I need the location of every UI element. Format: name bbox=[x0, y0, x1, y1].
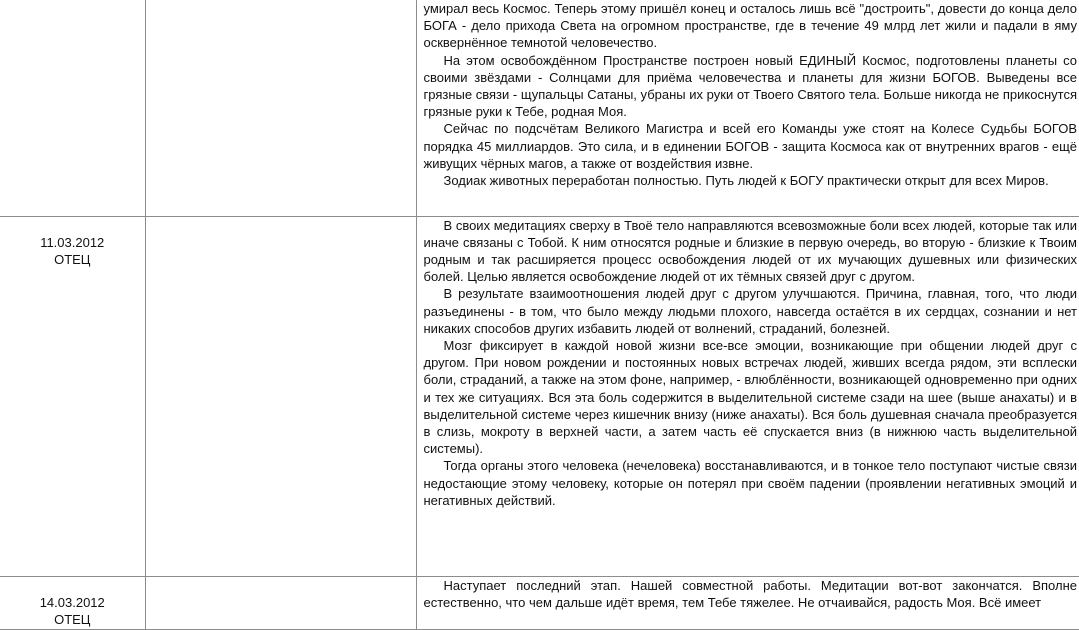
empty-cell bbox=[145, 0, 416, 216]
entry-author: ОТЕЦ bbox=[54, 251, 91, 267]
text-cell bbox=[416, 576, 1079, 629]
table-row bbox=[0, 576, 1079, 629]
text-cell bbox=[416, 216, 1079, 576]
date-cell bbox=[0, 576, 145, 629]
empty-cell bbox=[145, 576, 416, 629]
paragraph: На этом освобождённом Пространстве построен новый ЕДИНЫЙ Космос, подготовлены планеты со своими звёздами - Солнцами для приёма человечества и планеты для жизни БОГОВ. Выведены все грязные связи - щупальцы Сатаны, убраны их руки от Твоего Святого тела. Больше никогда не прикоснутся грязные руки к Тебе, родная Моя. bbox=[423, 52, 1077, 120]
paragraph: умирал весь Космос. Теперь этому пришёл конец и осталось лишь всё "достроить", довести до конца дело БОГА - дело прихода Света на огромном пространстве, где в течение 49 млрд лет жили и падали в яму осквернённое темнотой человечество. bbox=[423, 1, 1077, 51]
paragraph: В своих медитациях сверху в Твоё тело направляются всевозможные боли всех людей, которые так или иначе связаны с Тобой. К ним относятся родные и близкие в первую очередь, во вторую - близкие к Твоим родным и так расширяется процесс освобождения людей от их мучающих душевных или физических болей. Целью является освобождение людей от их тёмных связей друг с другом. bbox=[423, 217, 1077, 285]
paragraph: Сейчас по подсчётам Великого Магистра и всей его Команды уже стоят на Колесе Судьбы БОГОВ порядка 45 миллиардов. Это сила, и в единении БОГОВ - защита Космоса как от внутренних врагов - ещё живущих чёрных магов, а также от воздействия извне. bbox=[423, 121, 1077, 171]
entry-date: 11.03.2012 bbox=[40, 234, 105, 250]
paragraph: Мозг фиксирует в каждой новой жизни все-все эмоции, возникающие при общении людей друг с другом. При новом рождении и постоянных новых встречах людей, живших всегда рядом, эти всплески боли, страданий, а также на этом фоне, например, - влюблённости, возникающей одновременно при одних и тех же ситуациях. Вся эта боль содержится в выделительной системе сзади на шее (выше анахаты) и в выделительной системе через кишечник внизу (ниже анахаты). Вся боль душевная сначала преобразуется в слизь, мокроту в верхней части, а затем часть её спускается вниз (в нижнюю часть выделительной системы). bbox=[423, 337, 1077, 457]
table-row bbox=[0, 216, 1079, 576]
paragraph: Наступает последний этап. Нашей совместной работы. Медитации вот-вот закончатся. Вполне естественно, что чем дальше идёт время, тем Тебе тяжелее. Не отчаивайся, радость Моя. Всё имеет bbox=[423, 577, 1077, 610]
table-row bbox=[0, 0, 1079, 216]
empty-cell bbox=[145, 216, 416, 576]
entry-author: ОТЕЦ bbox=[54, 611, 91, 627]
date-cell bbox=[0, 0, 145, 216]
date-cell bbox=[0, 216, 145, 576]
paragraph: Тогда органы этого человека (нечеловека) восстанавливаются, и в тонкое тело поступают чистые связи недостающие этому человеку, которые он потерял при своём падении (проявлении негативных эмоций и негативных действий. bbox=[423, 458, 1077, 508]
paragraph: В результате взаимоотношения людей друг с другом улучшаются. Причина, главная, того, что люди разъединены - в том, что было между людьми плохого, навсегда остаётся в их сердцах, сознании и нет никаких способов других избавить людей от волнений, страданий, болезней. bbox=[423, 286, 1077, 336]
paragraph: Зодиак животных переработан полностью. Путь людей к БОГУ практически открыт для всех Миров. bbox=[443, 173, 1049, 189]
text-cell bbox=[416, 0, 1079, 216]
entry-date: 14.03.2012 bbox=[39, 594, 105, 610]
